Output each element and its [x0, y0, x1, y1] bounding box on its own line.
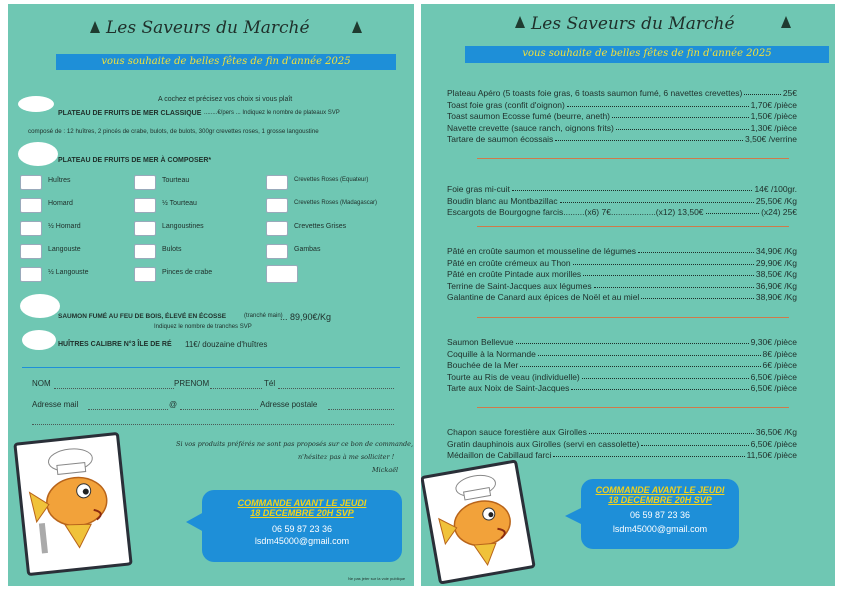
saumon-cut: (tranché main): [244, 313, 283, 319]
section-divider: [477, 317, 789, 318]
menu-item-leader: [744, 88, 781, 95]
divider: [22, 367, 400, 368]
email-field[interactable]: [88, 409, 168, 410]
menu-item-price: 1,70€ /pièce: [750, 99, 797, 110]
menu-item-price: (x24) 25€: [761, 207, 797, 217]
menu-item-name: Plateau Apéro (5 toasts foie gras, 6 toasts saumon fumé, 6 navettes crevettes): [447, 88, 743, 98]
menu-item: [447, 450, 797, 460]
menu-item-price: 1,50€ /pièce: [750, 111, 797, 121]
checkbox-demi-homard[interactable]: [20, 221, 42, 236]
menu-item-name: Tourte au Ris de veau (individuelle): [447, 371, 580, 382]
menu-item-name: Toast foie gras (confit d'oignon): [447, 99, 565, 110]
footer-note: Ne pas jeter sur la voie publique: [348, 576, 406, 581]
menu-item-leader: [573, 258, 754, 265]
menu-item-leader: [641, 439, 748, 446]
menu-item-name: Boudin blanc au Montbazillac: [447, 195, 558, 206]
menu-item-price: 25,50€ /Kg: [755, 195, 797, 206]
checkbox-tourteau[interactable]: [134, 175, 156, 190]
menu-item: [447, 292, 797, 302]
address-label: Adresse postale: [260, 400, 318, 409]
menu-item-name: Bouchée de la Mer: [447, 360, 519, 370]
menu-item: [447, 134, 797, 144]
option-label: Langoustines: [162, 223, 204, 230]
menu-item: [447, 337, 797, 347]
menu-item: [447, 372, 797, 382]
order-deadline-line1: COMMANDE AVANT LE JEUDI: [237, 498, 367, 508]
menu-item-name: Saumon Bellevue: [447, 337, 514, 347]
checkbox-huitres[interactable]: [20, 175, 42, 190]
tree-icon: [515, 16, 525, 28]
tagline-banner: vous souhaite de belles fêtes de fin d'année 2025: [56, 54, 396, 70]
menu-item-price: 36,90€ /Kg: [755, 280, 797, 291]
nom-field[interactable]: [54, 388, 174, 389]
nom-label: NOM: [32, 379, 51, 388]
option-label: Huîtres: [48, 177, 71, 184]
section-divider: [477, 407, 789, 408]
quantity-box-plateau-classique[interactable]: [18, 96, 54, 112]
menu-item-name: Pâté en croûte saumon et mousseline de légumes: [447, 246, 637, 256]
prenom-label: PRENOM: [174, 379, 210, 388]
menu-item: [447, 427, 797, 437]
menu-item-leader: [641, 292, 754, 299]
menu-item-price: 36,50€ /Kg: [755, 427, 797, 437]
menu-item-price: 6€ /pièce: [762, 360, 797, 370]
menu-item-price: 8€ /pièce: [762, 348, 797, 359]
checkbox-langouste[interactable]: [20, 244, 42, 259]
menu-item-name: Pâté en croûte Pintade aux morilles: [447, 269, 582, 279]
menu-item-price: 6,50€ /pièce: [750, 371, 797, 382]
menu-item-name: Coquille à la Normande: [447, 348, 536, 359]
menu-item-name: Toast saumon Ecosse fumé (beurre, aneth): [447, 111, 610, 121]
menu-item-price: 34,90€ /Kg: [755, 246, 797, 256]
menu-item-leader: [616, 123, 749, 130]
menu-item-price: 11,50€ /pièce: [746, 450, 797, 460]
bubble-tail: [565, 507, 583, 525]
order-contact-bubble: [202, 490, 402, 562]
order-contact-bubble: [581, 479, 739, 549]
menu-item-leader: [516, 337, 749, 344]
menu-item: [447, 111, 797, 121]
tel-label: Tél: [264, 379, 276, 388]
checkbox-homard[interactable]: [20, 198, 42, 213]
menu-item-price: 9,30€ /pièce: [750, 337, 797, 347]
menu-item: [447, 123, 797, 133]
plateau-compose-label: PLATEAU DE FRUITS DE MER À COMPOSER*: [58, 157, 212, 164]
checkbox-langoustines[interactable]: [134, 221, 156, 236]
saumon-price: ... 89,90€/Kg: [280, 312, 332, 322]
option-label: Pinces de crabe: [162, 269, 213, 276]
menu-item-price: 3,50€ /verrine: [745, 134, 797, 144]
menu-item-leader: [589, 427, 754, 434]
menu-item-price: 14€ /100gr.: [754, 184, 797, 194]
checkbox-crevettes-equateur[interactable]: [266, 175, 288, 190]
menu-item: [447, 383, 797, 393]
option-label: Tourteau: [162, 177, 190, 184]
address-field[interactable]: [328, 409, 394, 410]
order-form-panel: [8, 4, 414, 586]
instruction-text: A cochez et précisez vos choix si vous plaît: [158, 96, 293, 103]
menu-item-leader: [706, 207, 760, 214]
plateau-classique-price: ........€/pers ... Indiquez le nombre de plateaux SVP: [204, 110, 340, 116]
section-divider: [477, 158, 789, 159]
option-label: Crevettes Roses (Madagascar): [294, 200, 378, 206]
menu-item: [447, 439, 797, 449]
bubble-tail: [186, 512, 204, 532]
email-address[interactable]: lsdm45000@gmail.com: [254, 536, 350, 546]
signature-line: Si vos produits préférés ne sont pas proposés sur ce bon de commande,: [176, 440, 414, 448]
menu-item-leader: [638, 246, 754, 253]
fish-icon: [17, 435, 130, 573]
quantity-box-saumon[interactable]: [20, 294, 60, 318]
menu-item-price: 6,50€ /pièce: [750, 383, 797, 393]
checkbox-demi-langouste[interactable]: [20, 267, 42, 282]
option-label: ½ Tourteau: [162, 200, 197, 207]
menu-item: [447, 184, 797, 194]
option-label: Langouste: [48, 246, 81, 253]
menu-item-name: Chapon sauce forestière aux Girolles: [447, 427, 587, 437]
option-label: Bulots: [162, 246, 182, 253]
fish-icon: [424, 463, 533, 581]
saumon-note: Indiquez le nombre de tranches SVP: [154, 324, 252, 330]
order-deadline-line1: COMMANDE AVANT LE JEUDI: [595, 485, 725, 495]
menu-item-price: 29,90€ /Kg: [755, 257, 797, 268]
menu-item: [447, 88, 797, 98]
checkbox-demi-tourteau[interactable]: [134, 198, 156, 213]
menu-item: [447, 360, 797, 370]
address-field-line2[interactable]: [32, 424, 394, 425]
chef-fish-mascot: [13, 432, 132, 576]
brand-title: Les Saveurs du Marché: [531, 14, 735, 34]
menu-item: [447, 246, 797, 256]
option-label: Crevettes Grises: [294, 223, 347, 230]
menu-item-name: Galantine de Canard aux épices de Noël et au miel: [447, 292, 640, 302]
huitres-price: 11€/ douzaine d'huîtres: [185, 340, 268, 349]
menu-panel: [421, 4, 835, 586]
quantity-box-extra[interactable]: [266, 265, 298, 283]
email-label: Adresse mail: [32, 400, 79, 409]
menu-item-leader: [571, 383, 748, 390]
chef-fish-mascot: [421, 459, 536, 584]
tree-icon: [781, 16, 791, 28]
option-label: Gambas: [294, 246, 321, 253]
menu-item-leader: [612, 111, 749, 118]
option-label: ½ Langouste: [48, 269, 89, 276]
section-divider: [477, 226, 789, 227]
menu-item-leader: [583, 269, 754, 276]
menu-item-leader: [560, 196, 754, 203]
menu-item-leader: [553, 450, 744, 457]
menu-item: [447, 281, 797, 291]
menu-item-leader: [512, 184, 753, 191]
tel-field[interactable]: [278, 388, 394, 389]
menu-item-leader: [520, 360, 760, 367]
menu-item-leader: [594, 281, 754, 288]
menu-item-price: 1,30€ /pièce: [750, 122, 797, 133]
menu-item-price: 6,50€ /pièce: [750, 438, 797, 449]
signature-name: Mickaël: [372, 466, 399, 474]
checkbox-bulots[interactable]: [134, 244, 156, 259]
option-label: ½ Homard: [48, 223, 81, 230]
quantity-box-huitres[interactable]: [22, 330, 56, 350]
checkbox-gambas[interactable]: [266, 244, 288, 259]
option-label: Homard: [48, 200, 73, 207]
email-domain-field[interactable]: [180, 409, 258, 410]
menu-item-name: Foie gras mi-cuit: [447, 184, 510, 194]
menu-item: [447, 196, 797, 206]
menu-item-name: Escargots de Bourgogne farcis.........(x6) 7€...................(x12) 13,50€: [447, 207, 704, 217]
checkbox-crevettes-grises[interactable]: [266, 221, 288, 236]
email-address[interactable]: lsdm45000@gmail.com: [612, 524, 708, 534]
signature-line: n'hésitez pas à me solliciter !: [298, 453, 395, 461]
huitres-label: HUÎTRES CALIBRE N°3 ÎLE DE RÉ: [58, 341, 172, 348]
menu-item: [447, 258, 797, 268]
menu-item-price: 38,90€ /Kg: [755, 292, 797, 302]
menu-item-name: Terrine de Saint-Jacques aux légumes: [447, 280, 592, 291]
menu-item: [447, 207, 797, 217]
menu-item-leader: [582, 372, 749, 379]
plateau-classique-label: PLATEAU DE FRUITS DE MER CLASSIQUE: [58, 110, 202, 117]
quantity-box-plateau-compose[interactable]: [18, 142, 58, 166]
tree-icon: [90, 21, 100, 33]
email-at: @: [169, 400, 178, 409]
menu-item: [447, 100, 797, 110]
tagline-banner: vous souhaite de belles fêtes de fin d'année 2025: [465, 46, 829, 63]
menu-item-name: Pâté en croûte crémeux au Thon: [447, 257, 571, 268]
checkbox-pinces-de-crabe[interactable]: [134, 267, 156, 282]
plateau-classique-composition: composé de : 12 huîtres, 2 pincés de crabe, bulots, de bulots, 300gr crevettes roses, 1 grosse langoustine: [28, 128, 319, 135]
menu-item-price: 38,50€ /Kg: [755, 269, 797, 279]
menu-item-leader: [555, 134, 743, 141]
menu-item: [447, 349, 797, 359]
checkbox-crevettes-madagascar[interactable]: [266, 198, 288, 213]
menu-item-name: Gratin dauphinois aux Girolles (servi en cassolette): [447, 438, 640, 449]
phone-number[interactable]: 06 59 87 23 36: [629, 510, 691, 520]
order-deadline-line2: 18 DECEMBRE 20H SVP: [608, 495, 712, 505]
menu-item: [447, 269, 797, 279]
phone-number[interactable]: 06 59 87 23 36: [271, 524, 333, 534]
prenom-field[interactable]: [210, 388, 262, 389]
brand-title: Les Saveurs du Marché: [106, 18, 310, 38]
menu-item-name: Navette crevette (sauce ranch, oignons frits): [447, 122, 614, 133]
menu-item-name: Médaillon de Cabillaud farci: [447, 450, 552, 460]
menu-item-price: 25€: [782, 88, 797, 98]
menu-item-name: Tartare de saumon écossais: [447, 134, 554, 144]
tree-icon: [352, 21, 362, 33]
order-deadline-line2: 18 DECEMBRE 20H SVP: [250, 508, 354, 518]
menu-item-leader: [538, 349, 761, 356]
menu-item-leader: [567, 100, 749, 107]
menu-item-name: Tarte aux Noix de Saint-Jacques: [447, 383, 570, 393]
option-label: Crevettes Roses (Equateur): [294, 177, 369, 183]
saumon-label: SAUMON FUMÉ AU FEU DE BOIS, ÉLEVÉ EN ÉCOSSE: [58, 313, 227, 320]
